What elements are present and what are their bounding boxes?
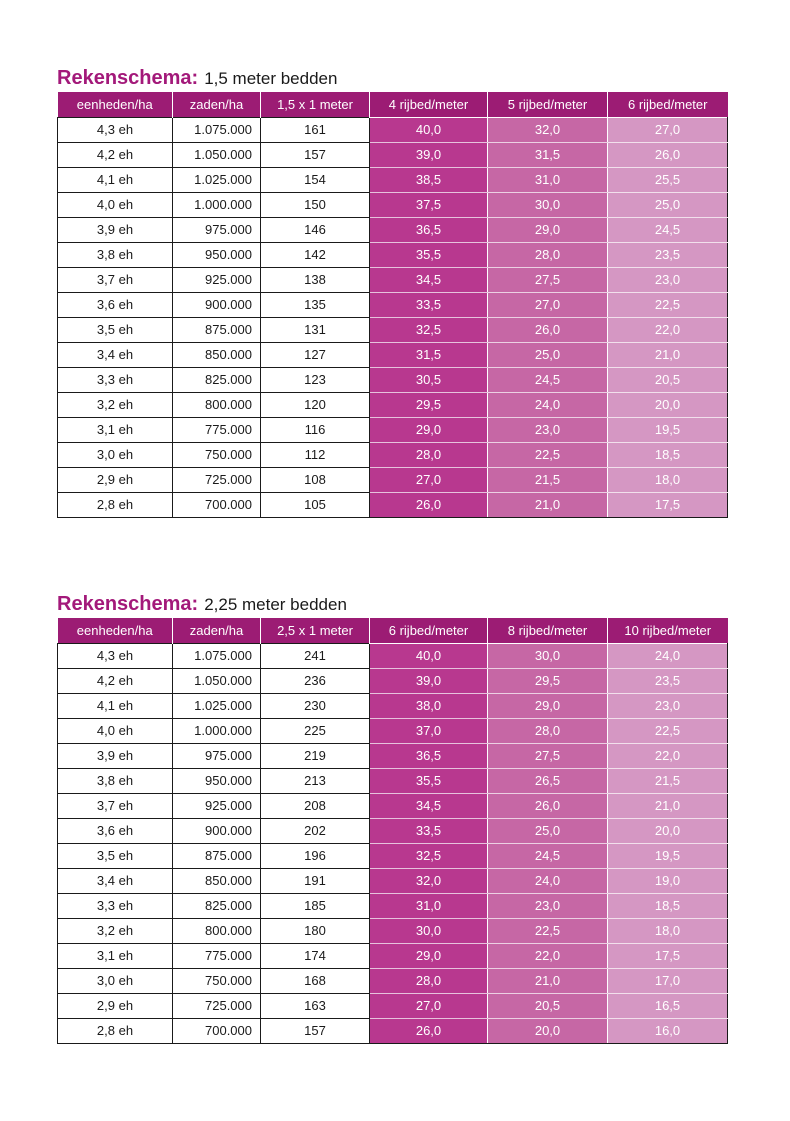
table-cell: 27,0 [370, 467, 488, 492]
table-cell: 17,5 [608, 943, 728, 968]
table-cell: 208 [261, 793, 370, 818]
table-cell: 24,5 [608, 217, 728, 242]
table-cell: 750.000 [173, 968, 261, 993]
table-cell: 138 [261, 267, 370, 292]
table-cell: 4,1 eh [58, 693, 173, 718]
table-cell: 21,0 [488, 968, 608, 993]
table-cell: 27,0 [608, 117, 728, 142]
table-cell: 24,0 [608, 643, 728, 668]
table-cell: 875.000 [173, 317, 261, 342]
table-cell: 850.000 [173, 868, 261, 893]
table-cell: 3,2 eh [58, 392, 173, 417]
table-cell: 1.000.000 [173, 192, 261, 217]
table-cell: 975.000 [173, 743, 261, 768]
table-cell: 40,0 [370, 643, 488, 668]
table-cell: 26,0 [488, 317, 608, 342]
table-cell: 26,0 [608, 142, 728, 167]
table-cell: 21,5 [488, 467, 608, 492]
section-title-label: Rekenschema: [57, 67, 199, 89]
table-cell: 18,0 [608, 467, 728, 492]
table-cell: 1.025.000 [173, 693, 261, 718]
table-cell: 112 [261, 442, 370, 467]
table-cell: 29,0 [370, 417, 488, 442]
table-cell: 236 [261, 668, 370, 693]
table-row [58, 993, 728, 1018]
table-cell: 230 [261, 693, 370, 718]
table-row [58, 768, 728, 793]
table-cell: 24,5 [488, 843, 608, 868]
table-cell: 127 [261, 342, 370, 367]
rekenschema-table [57, 92, 728, 518]
table-cell: 2,9 eh [58, 993, 173, 1018]
table-cell: 36,5 [370, 217, 488, 242]
table-body [58, 117, 728, 517]
table-cell: 22,0 [608, 743, 728, 768]
table-row [58, 968, 728, 993]
table-cell: 700.000 [173, 492, 261, 517]
table-cell: 800.000 [173, 392, 261, 417]
table-row [58, 467, 728, 492]
table-cell: 30,0 [370, 918, 488, 943]
table-cell: 32,0 [488, 117, 608, 142]
table-cell: 925.000 [173, 267, 261, 292]
table-cell: 135 [261, 292, 370, 317]
section-title-subject: 2,25 meter bedden [204, 595, 347, 614]
table-cell: 31,5 [488, 142, 608, 167]
table-cell: 174 [261, 943, 370, 968]
table-row [58, 367, 728, 392]
table-cell: 3,4 eh [58, 342, 173, 367]
table-row [58, 793, 728, 818]
table-cell: 26,0 [370, 492, 488, 517]
table-cell: 18,5 [608, 442, 728, 467]
table-cell: 3,1 eh [58, 943, 173, 968]
table-cell: 28,0 [488, 718, 608, 743]
table-cell: 3,0 eh [58, 968, 173, 993]
table-cell: 29,0 [370, 943, 488, 968]
table-cell: 3,4 eh [58, 868, 173, 893]
table-cell: 25,0 [488, 342, 608, 367]
table-cell: 21,0 [608, 793, 728, 818]
table-cell: 28,0 [370, 968, 488, 993]
table-cell: 2,8 eh [58, 1018, 173, 1043]
table-cell: 3,2 eh [58, 918, 173, 943]
column-header: 10 rijbed/meter [608, 618, 728, 643]
table-cell: 28,0 [488, 242, 608, 267]
table-cell: 27,5 [488, 743, 608, 768]
table-cell: 191 [261, 868, 370, 893]
table-cell: 30,0 [488, 192, 608, 217]
table-header-row [58, 618, 728, 643]
section-title [57, 64, 727, 92]
table-row [58, 442, 728, 467]
table-cell: 825.000 [173, 367, 261, 392]
table-row [58, 292, 728, 317]
table-cell: 800.000 [173, 918, 261, 943]
table-row [58, 693, 728, 718]
table-cell: 27,0 [488, 292, 608, 317]
table-cell: 33,5 [370, 292, 488, 317]
table-cell: 900.000 [173, 818, 261, 843]
column-header: 6 rijbed/meter [370, 618, 488, 643]
table-cell: 105 [261, 492, 370, 517]
table-cell: 27,5 [488, 267, 608, 292]
table-cell: 1.025.000 [173, 167, 261, 192]
table-cell: 22,5 [608, 718, 728, 743]
table-cell: 18,5 [608, 893, 728, 918]
table-cell: 27,0 [370, 993, 488, 1018]
column-header: 1,5 x 1 meter [261, 92, 370, 117]
table-cell: 22,5 [488, 442, 608, 467]
table-row [58, 267, 728, 292]
table-cell: 213 [261, 768, 370, 793]
table-cell: 154 [261, 167, 370, 192]
table-cell: 875.000 [173, 843, 261, 868]
table-cell: 32,0 [370, 868, 488, 893]
table-cell: 3,7 eh [58, 793, 173, 818]
table-cell: 150 [261, 192, 370, 217]
table-cell: 225 [261, 718, 370, 743]
table-cell: 3,5 eh [58, 843, 173, 868]
table-cell: 1.075.000 [173, 117, 261, 142]
table-row [58, 868, 728, 893]
table-cell: 37,0 [370, 718, 488, 743]
table-cell: 21,0 [488, 492, 608, 517]
table-cell: 23,5 [608, 242, 728, 267]
table-row [58, 417, 728, 442]
table-cell: 241 [261, 643, 370, 668]
column-header: eenheden/ha [58, 92, 173, 117]
table-row [58, 492, 728, 517]
table-row [58, 718, 728, 743]
table-cell: 16,5 [608, 993, 728, 1018]
table-cell: 196 [261, 843, 370, 868]
column-header: zaden/ha [173, 92, 261, 117]
table-cell: 39,0 [370, 142, 488, 167]
table-header-row [58, 92, 728, 117]
table-cell: 19,5 [608, 843, 728, 868]
table-row [58, 242, 728, 267]
table-row [58, 117, 728, 142]
table-cell: 18,0 [608, 918, 728, 943]
table-cell: 29,5 [488, 668, 608, 693]
table-cell: 23,0 [488, 417, 608, 442]
table-cell: 21,0 [608, 342, 728, 367]
table-cell: 34,5 [370, 267, 488, 292]
table-cell: 16,0 [608, 1018, 728, 1043]
table-cell: 157 [261, 1018, 370, 1043]
table-cell: 3,1 eh [58, 417, 173, 442]
table-row [58, 317, 728, 342]
table-row [58, 743, 728, 768]
column-header: 6 rijbed/meter [608, 92, 728, 117]
table-row [58, 142, 728, 167]
table-cell: 163 [261, 993, 370, 1018]
table-cell: 34,5 [370, 793, 488, 818]
table-cell: 975.000 [173, 217, 261, 242]
table-cell: 30,5 [370, 367, 488, 392]
table-cell: 4,3 eh [58, 117, 173, 142]
table-cell: 2,8 eh [58, 492, 173, 517]
column-header: 2,5 x 1 meter [261, 618, 370, 643]
table-cell: 2,9 eh [58, 467, 173, 492]
table-cell: 131 [261, 317, 370, 342]
table-cell: 19,5 [608, 417, 728, 442]
table-cell: 36,5 [370, 743, 488, 768]
table-cell: 850.000 [173, 342, 261, 367]
table-cell: 25,0 [488, 818, 608, 843]
table-cell: 4,0 eh [58, 192, 173, 217]
table-row [58, 1018, 728, 1043]
section-title-label: Rekenschema: [57, 593, 199, 615]
table-cell: 1.050.000 [173, 142, 261, 167]
table-cell: 725.000 [173, 467, 261, 492]
table-cell: 32,5 [370, 843, 488, 868]
table-cell: 17,0 [608, 968, 728, 993]
table-cell: 775.000 [173, 417, 261, 442]
table-cell: 4,2 eh [58, 668, 173, 693]
table-cell: 4,2 eh [58, 142, 173, 167]
table-cell: 24,0 [488, 868, 608, 893]
rekenschema-section-1 [57, 64, 727, 518]
table-row [58, 167, 728, 192]
table-cell: 950.000 [173, 768, 261, 793]
table-cell: 185 [261, 893, 370, 918]
table-cell: 20,5 [488, 993, 608, 1018]
table-cell: 3,6 eh [58, 818, 173, 843]
table-cell: 20,0 [608, 392, 728, 417]
table-cell: 22,5 [608, 292, 728, 317]
table-cell: 25,0 [608, 192, 728, 217]
table-cell: 3,3 eh [58, 367, 173, 392]
table-cell: 22,0 [488, 943, 608, 968]
table-cell: 142 [261, 242, 370, 267]
table-cell: 108 [261, 467, 370, 492]
table-cell: 22,5 [488, 918, 608, 943]
table-row [58, 843, 728, 868]
column-header: eenheden/ha [58, 618, 173, 643]
table-cell: 21,5 [608, 768, 728, 793]
table-row [58, 192, 728, 217]
table-cell: 26,5 [488, 768, 608, 793]
table-cell: 120 [261, 392, 370, 417]
table-cell: 26,0 [370, 1018, 488, 1043]
table-row [58, 342, 728, 367]
table-cell: 3,9 eh [58, 217, 173, 242]
table-row [58, 943, 728, 968]
table-cell: 3,3 eh [58, 893, 173, 918]
table-cell: 725.000 [173, 993, 261, 1018]
table-cell: 825.000 [173, 893, 261, 918]
table-cell: 4,0 eh [58, 718, 173, 743]
table-cell: 1.000.000 [173, 718, 261, 743]
table-row [58, 217, 728, 242]
table-cell: 31,5 [370, 342, 488, 367]
section-title [57, 590, 727, 618]
table-cell: 700.000 [173, 1018, 261, 1043]
table-cell: 35,5 [370, 768, 488, 793]
table-cell: 20,5 [608, 367, 728, 392]
table-cell: 1.075.000 [173, 643, 261, 668]
table-cell: 161 [261, 117, 370, 142]
table-cell: 123 [261, 367, 370, 392]
rekenschema-table [57, 618, 728, 1044]
table-body [58, 643, 728, 1043]
table-cell: 31,0 [488, 167, 608, 192]
table-cell: 23,0 [488, 893, 608, 918]
column-header: 4 rijbed/meter [370, 92, 488, 117]
table-cell: 23,0 [608, 267, 728, 292]
table-cell: 202 [261, 818, 370, 843]
table-cell: 37,5 [370, 192, 488, 217]
rekenschema-section-2 [57, 590, 727, 1044]
table-cell: 157 [261, 142, 370, 167]
table-cell: 20,0 [488, 1018, 608, 1043]
table-cell: 22,0 [608, 317, 728, 342]
column-header: 5 rijbed/meter [488, 92, 608, 117]
table-cell: 23,0 [608, 693, 728, 718]
column-header: 8 rijbed/meter [488, 618, 608, 643]
table-cell: 3,0 eh [58, 442, 173, 467]
table-cell: 30,0 [488, 643, 608, 668]
table-cell: 24,0 [488, 392, 608, 417]
table-row [58, 643, 728, 668]
table-cell: 28,0 [370, 442, 488, 467]
table-cell: 24,5 [488, 367, 608, 392]
table-cell: 29,5 [370, 392, 488, 417]
table-cell: 146 [261, 217, 370, 242]
table-cell: 925.000 [173, 793, 261, 818]
table-cell: 168 [261, 968, 370, 993]
table-cell: 900.000 [173, 292, 261, 317]
table-cell: 219 [261, 743, 370, 768]
table-cell: 38,0 [370, 693, 488, 718]
section-title-subject: 1,5 meter bedden [204, 69, 338, 88]
table-cell: 750.000 [173, 442, 261, 467]
table-cell: 32,5 [370, 317, 488, 342]
table-cell: 33,5 [370, 818, 488, 843]
table-cell: 38,5 [370, 167, 488, 192]
table-cell: 1.050.000 [173, 668, 261, 693]
table-row [58, 918, 728, 943]
table-cell: 29,0 [488, 217, 608, 242]
table-cell: 3,9 eh [58, 743, 173, 768]
table-cell: 3,5 eh [58, 317, 173, 342]
table-cell: 25,5 [608, 167, 728, 192]
table-cell: 26,0 [488, 793, 608, 818]
table-cell: 3,8 eh [58, 242, 173, 267]
table-cell: 180 [261, 918, 370, 943]
table-cell: 31,0 [370, 893, 488, 918]
table-row [58, 818, 728, 843]
table-cell: 39,0 [370, 668, 488, 693]
column-header: zaden/ha [173, 618, 261, 643]
table-cell: 40,0 [370, 117, 488, 142]
table-row [58, 893, 728, 918]
table-row [58, 392, 728, 417]
table-cell: 29,0 [488, 693, 608, 718]
table-cell: 20,0 [608, 818, 728, 843]
table-cell: 17,5 [608, 492, 728, 517]
table-cell: 4,3 eh [58, 643, 173, 668]
table-cell: 3,6 eh [58, 292, 173, 317]
table-cell: 3,7 eh [58, 267, 173, 292]
table-cell: 23,5 [608, 668, 728, 693]
table-cell: 775.000 [173, 943, 261, 968]
table-cell: 116 [261, 417, 370, 442]
table-cell: 35,5 [370, 242, 488, 267]
table-cell: 3,8 eh [58, 768, 173, 793]
table-row [58, 668, 728, 693]
table-cell: 19,0 [608, 868, 728, 893]
table-cell: 950.000 [173, 242, 261, 267]
table-cell: 4,1 eh [58, 167, 173, 192]
